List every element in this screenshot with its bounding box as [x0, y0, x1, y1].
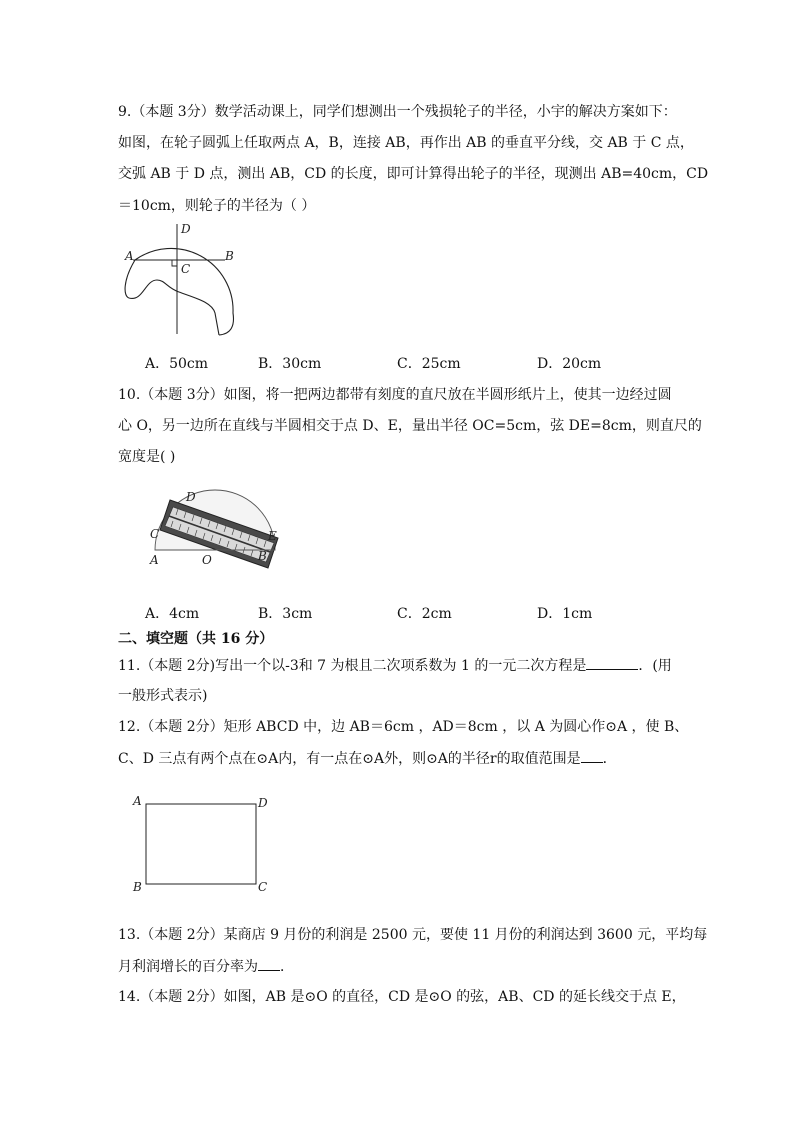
- q10-option-b[interactable]: B．3cm: [258, 606, 313, 622]
- q9-wheel-figure: [115, 218, 245, 343]
- q11-text-after: ．(用: [638, 658, 672, 674]
- q10-line-2: 心 O，另一边所在直线与半圆相交于点 D、E，量出半径 OC=5cm，弦 DE=8cm，则直尺的: [118, 418, 702, 434]
- q12-label-a: A: [133, 794, 142, 808]
- q10-label-b: B: [258, 549, 267, 563]
- q9-option-b[interactable]: B．30cm: [258, 356, 322, 372]
- q9-line-4: ＝10cm，则轮子的半径为（ ）: [118, 198, 316, 214]
- section-heading-fill-in: 二、填空题（共 16 分）: [118, 631, 274, 647]
- q12-rectangle-figure: [130, 793, 275, 893]
- q12-label-d: D: [258, 796, 268, 810]
- q10-ruler-figure: [140, 488, 290, 580]
- q13-answer-blank[interactable]: [258, 956, 280, 971]
- q12-label-c: C: [258, 880, 268, 894]
- q12-text-before: C、D 三点有两个点在⊙A内，有一点在⊙A外，则⊙A的半径r的取值范围是: [118, 751, 581, 767]
- q12-label-b: B: [133, 880, 142, 894]
- q10-label-e: E: [268, 529, 277, 543]
- q9-option-a[interactable]: A．50cm: [145, 356, 209, 372]
- q10-label-d: D: [186, 490, 196, 504]
- q13-line-2: [118, 956, 294, 977]
- q12-line-1: 12.（本题 2分）矩形 ABCD 中，边 AB＝6cm ，AD＝8cm ，以 A 为圆心作⊙A ，使 B、: [118, 719, 689, 735]
- q13-text-after: ．: [280, 959, 294, 975]
- q11-line-2: 一般形式表示): [118, 688, 208, 704]
- q12-answer-blank[interactable]: [581, 748, 603, 763]
- q10-option-a[interactable]: A．4cm: [145, 606, 200, 622]
- q11-text-before: 11.（本题 2分)写出一个以-3和 7 为根且二次项系数为 1 的一元二次方程是: [118, 658, 587, 674]
- q9-line-2: 如图，在轮子圆弧上任取两点 A，B，连接 AB，再作出 AB 的垂直平分线，交 AB 于 C 点，: [118, 135, 694, 151]
- q10-label-a: A: [150, 553, 159, 567]
- q9-label-b: B: [225, 249, 234, 263]
- q10-option-d[interactable]: D．1cm: [537, 606, 593, 622]
- q13-text-before: 月利润增长的百分率为: [118, 959, 258, 975]
- q11-answer-blank[interactable]: [586, 655, 638, 670]
- q9-line-1: 9.（本题 3分）数学活动课上，同学们想测出一个残损轮子的半径，小宇的解决方案如下：: [118, 104, 677, 120]
- q10-label-c: C: [150, 527, 160, 541]
- q14-line-1: 14.（本题 2分）如图，AB 是⊙O 的直径，CD 是⊙O 的弦，AB、CD 的延长线交于点 E，: [118, 989, 686, 1005]
- q9-option-c[interactable]: C．25cm: [397, 356, 461, 372]
- q9-option-d[interactable]: D．20cm: [537, 356, 602, 372]
- q10-line-1: 10.（本题 3分）如图，将一把两边都带有刻度的直尺放在半圆形纸片上，使其一边经过圆: [118, 387, 672, 403]
- q9-label-d: D: [181, 222, 191, 236]
- q9-label-a: A: [125, 249, 134, 263]
- q10-label-o: O: [202, 553, 212, 567]
- q12-line-2: [118, 748, 617, 769]
- q10-option-c[interactable]: C．2cm: [397, 606, 452, 622]
- q13-line-1: 13.（本题 2分）某商店 9 月份的利润是 2500 元，要使 11 月份的利润达到 3600 元，平均每: [118, 927, 708, 943]
- q9-line-3: 交弧 AB 于 D 点，测出 AB，CD 的长度，即可计算得出轮子的半径，现测出 AB=40cm，CD: [118, 166, 709, 182]
- q12-text-after: ．: [602, 751, 617, 767]
- q9-label-c: C: [181, 262, 191, 276]
- q10-line-3: 宽度是( ): [118, 449, 176, 465]
- q11-line-1: [118, 655, 672, 676]
